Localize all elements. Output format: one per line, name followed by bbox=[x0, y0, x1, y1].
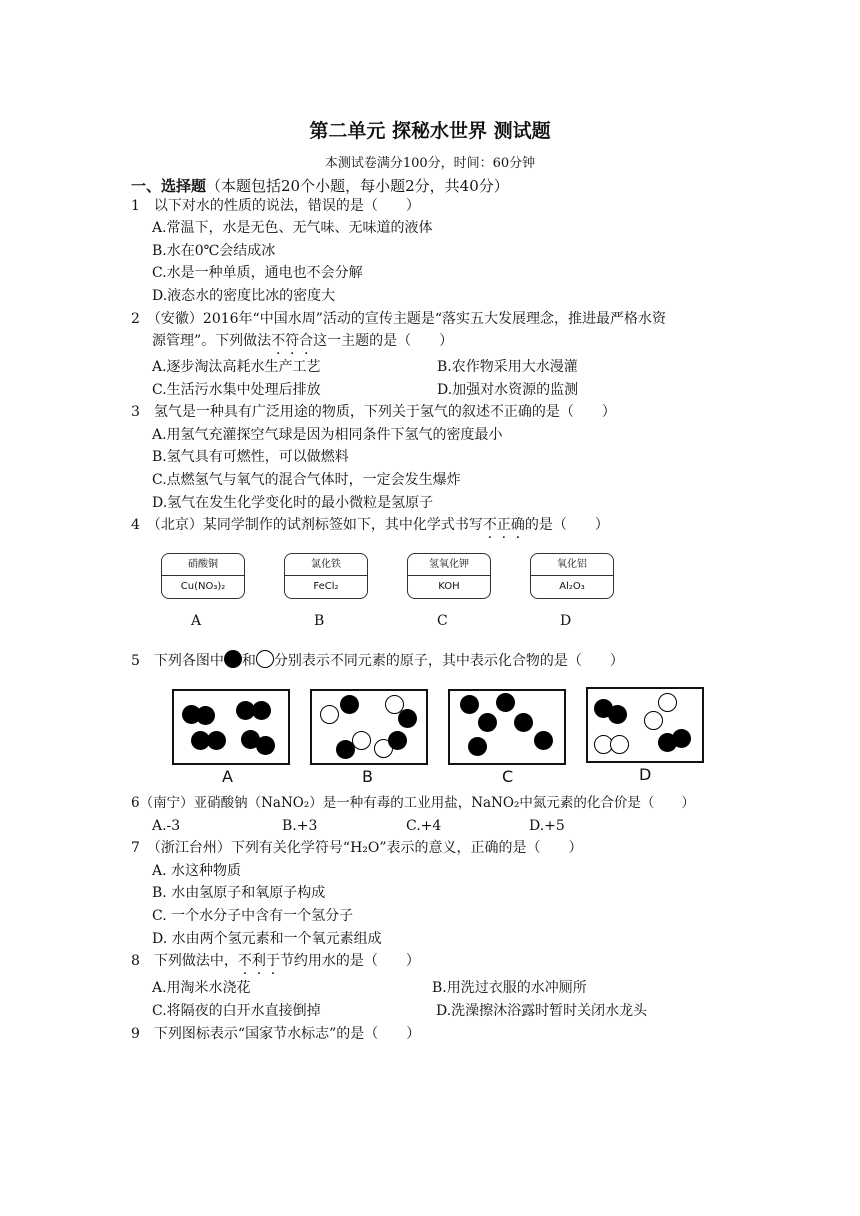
q1-option-a: A.常温下，水是无色、无气味、无味道的液体 bbox=[152, 220, 433, 236]
emphasis-char: 利 bbox=[251, 953, 266, 969]
q3-option-b: B.氢气具有可燃性，可以做燃料 bbox=[152, 449, 349, 465]
molecule-box-c bbox=[448, 689, 566, 765]
q4-letter-d: D bbox=[560, 613, 572, 629]
black-atom-icon bbox=[340, 695, 359, 714]
q2-stem-part1: 源管理”。下列做法 bbox=[152, 333, 272, 349]
section-title: 一、选择题 bbox=[131, 177, 207, 195]
q7-stem: 7 （浙江台州）下列有关化学符号“H₂O”表示的意义，正确的是（ ） bbox=[131, 840, 583, 856]
white-atom-icon bbox=[320, 705, 339, 724]
q5-stem-part1: 5 下列各图中 bbox=[131, 653, 224, 669]
q4-letter-b: B bbox=[314, 613, 325, 629]
molecule-box-a bbox=[172, 689, 290, 765]
q1-option-d: D.液态水的密度比冰的密度大 bbox=[152, 288, 336, 304]
q6-option-b: B.+3 bbox=[282, 818, 318, 834]
q2-option-c: C.生活污水集中处理后排放 bbox=[152, 382, 321, 398]
reagent-label-a bbox=[161, 553, 245, 599]
page-subtitle: 本测试卷满分100分，时间：60分钟 bbox=[324, 156, 536, 171]
black-atom-icon bbox=[196, 706, 215, 725]
molecule-box-d bbox=[586, 687, 704, 763]
q2-option-d: D.加强对水资源的监测 bbox=[437, 382, 579, 398]
black-atom-icon bbox=[252, 701, 271, 720]
q5-letter-b: B bbox=[362, 767, 373, 786]
molecule-box-b bbox=[310, 689, 428, 765]
q1-stem: 1 以下对水的性质的说法，错误的是（ ） bbox=[131, 198, 420, 214]
q7-option-a: A. 水这种物质 bbox=[152, 863, 242, 879]
q8-stem bbox=[131, 951, 420, 971]
black-atom-icon bbox=[256, 736, 275, 755]
q6-option-d: D.+5 bbox=[529, 818, 565, 834]
q8-stem-part2: 节约用水的是（ ） bbox=[279, 953, 420, 969]
white-atom-icon bbox=[256, 650, 274, 668]
q6-option-c: C.+4 bbox=[406, 818, 442, 834]
emphasis-char: 正 bbox=[496, 517, 511, 533]
emphasis-char: 合 bbox=[299, 333, 314, 349]
black-atom-icon bbox=[460, 695, 479, 714]
q5-letter-a: A bbox=[222, 767, 233, 786]
black-atom-icon bbox=[534, 731, 553, 750]
emphasis-char: 不 bbox=[237, 953, 252, 969]
black-atom-icon bbox=[496, 693, 515, 712]
q4-letter-a: A bbox=[191, 613, 202, 629]
q4-stem-part1: 4 （北京）某同学制作的试剂标签如下，其中化学式书写 bbox=[131, 517, 483, 533]
q6-option-a: A.-3 bbox=[152, 818, 181, 834]
black-atom-icon bbox=[398, 709, 417, 728]
black-atom-icon bbox=[468, 737, 487, 756]
q5-letter-d: D bbox=[639, 765, 652, 784]
page-title: 第二单元 探秘水世界 测试题 bbox=[309, 120, 551, 142]
section-heading bbox=[131, 175, 509, 196]
q8-option-b: B.用洗过衣服的水冲厕所 bbox=[432, 980, 587, 996]
reagent-name: 氢氧化钾 bbox=[408, 554, 490, 576]
reagent-label-d bbox=[530, 553, 614, 599]
q2-option-a: A.逐步淘汰高耗水生产工艺 bbox=[152, 359, 321, 375]
q5-stem-mid: 和 bbox=[241, 653, 256, 669]
reagent-formula: Al₂O₃ bbox=[559, 581, 585, 592]
reagent-name: 氯化铁 bbox=[285, 554, 367, 576]
emphasis-char: 不 bbox=[482, 517, 497, 533]
reagent-formula: FeCl₂ bbox=[313, 581, 339, 592]
q8-option-c: C.将隔夜的白开水直接倒掉 bbox=[152, 1003, 321, 1019]
reagent-label-c bbox=[407, 553, 491, 599]
reagent-label-b bbox=[284, 553, 368, 599]
black-atom-icon bbox=[608, 705, 627, 724]
q4-letter-c: C bbox=[437, 613, 448, 629]
q7-option-d: D. 水由两个氢元素和一个氧元素组成 bbox=[152, 931, 382, 947]
white-atom-icon bbox=[352, 731, 371, 750]
section-note: （本题包括20个小题，每小题2分，共40分） bbox=[206, 177, 509, 195]
q5-stem-part2: 分别表示不同元素的原子，其中表示化合物的是（ ） bbox=[273, 653, 624, 669]
emphasis-char: 符 bbox=[285, 333, 300, 349]
q9-stem: 9 下列图标表示“国家节水标志”的是（ ） bbox=[131, 1026, 421, 1042]
q2-stem-line1: 2 （安徽）2016年“中国水周”活动的宣传主题是“落实五大发展理念，推进最严格水资 bbox=[131, 311, 667, 327]
white-atom-icon bbox=[658, 693, 677, 712]
emphasis-char: 不 bbox=[271, 333, 286, 349]
q7-option-b: B. 水由氢原子和氧原子构成 bbox=[152, 885, 326, 901]
q3-option-c: C.点燃氢气与氧气的混合气体时，一定会发生爆炸 bbox=[152, 472, 461, 488]
q4-stem-part2: 的是（ ） bbox=[524, 517, 609, 533]
q8-option-d: D.洗澡擦沐浴露时暂时关闭水龙头 bbox=[436, 1003, 648, 1019]
q3-option-d: D.氢气在发生化学变化时的最小微粒是氢原子 bbox=[152, 495, 434, 511]
q3-stem: 3 氢气是一种具有广泛用途的物质，下列关于氢气的叙述不正确的是（ ） bbox=[131, 404, 616, 420]
emphasis-char: 确 bbox=[510, 517, 525, 533]
q3-option-a: A.用氢气充灌探空气球是因为相同条件下氢气的密度最小 bbox=[152, 427, 503, 443]
black-atom-icon bbox=[224, 650, 242, 668]
reagent-name: 硝酸铜 bbox=[162, 554, 244, 576]
white-atom-icon bbox=[610, 735, 629, 754]
reagent-formula: KOH bbox=[438, 581, 460, 592]
q2-stem-part2: 这一主题的是（ ） bbox=[313, 333, 454, 349]
q8-stem-part1: 8 下列做法中， bbox=[131, 953, 238, 969]
q5-letter-c: C bbox=[502, 767, 514, 786]
emphasis-char: 于 bbox=[265, 953, 280, 969]
black-atom-icon bbox=[207, 731, 226, 750]
q8-option-a: A.用淘米水浇花 bbox=[152, 980, 251, 996]
black-atom-icon bbox=[672, 729, 691, 748]
q2-option-b: B.农作物采用大水漫灌 bbox=[437, 359, 578, 375]
q6-stem: 6（南宁）亚硝酸钠（NaNO₂）是一种有毒的工业用盐，NaNO₂中氮元素的化合价是（ ） bbox=[131, 795, 695, 811]
q7-option-c: C. 一个水分子中含有一个氢分子 bbox=[152, 908, 354, 924]
black-atom-icon bbox=[388, 731, 407, 750]
reagent-name: 氧化铝 bbox=[531, 554, 613, 576]
reagent-formula: Cu(NO₃)₂ bbox=[180, 581, 226, 592]
white-atom-icon bbox=[644, 711, 663, 730]
q2-stem-line2 bbox=[152, 331, 453, 351]
black-atom-icon bbox=[514, 713, 533, 732]
black-atom-icon bbox=[478, 713, 497, 732]
q5-stem bbox=[131, 650, 624, 671]
q1-option-b: B.水在0℃会结成冰 bbox=[152, 243, 276, 259]
q4-stem bbox=[131, 515, 609, 535]
q1-option-c: C.水是一种单质，通电也不会分解 bbox=[152, 265, 363, 281]
